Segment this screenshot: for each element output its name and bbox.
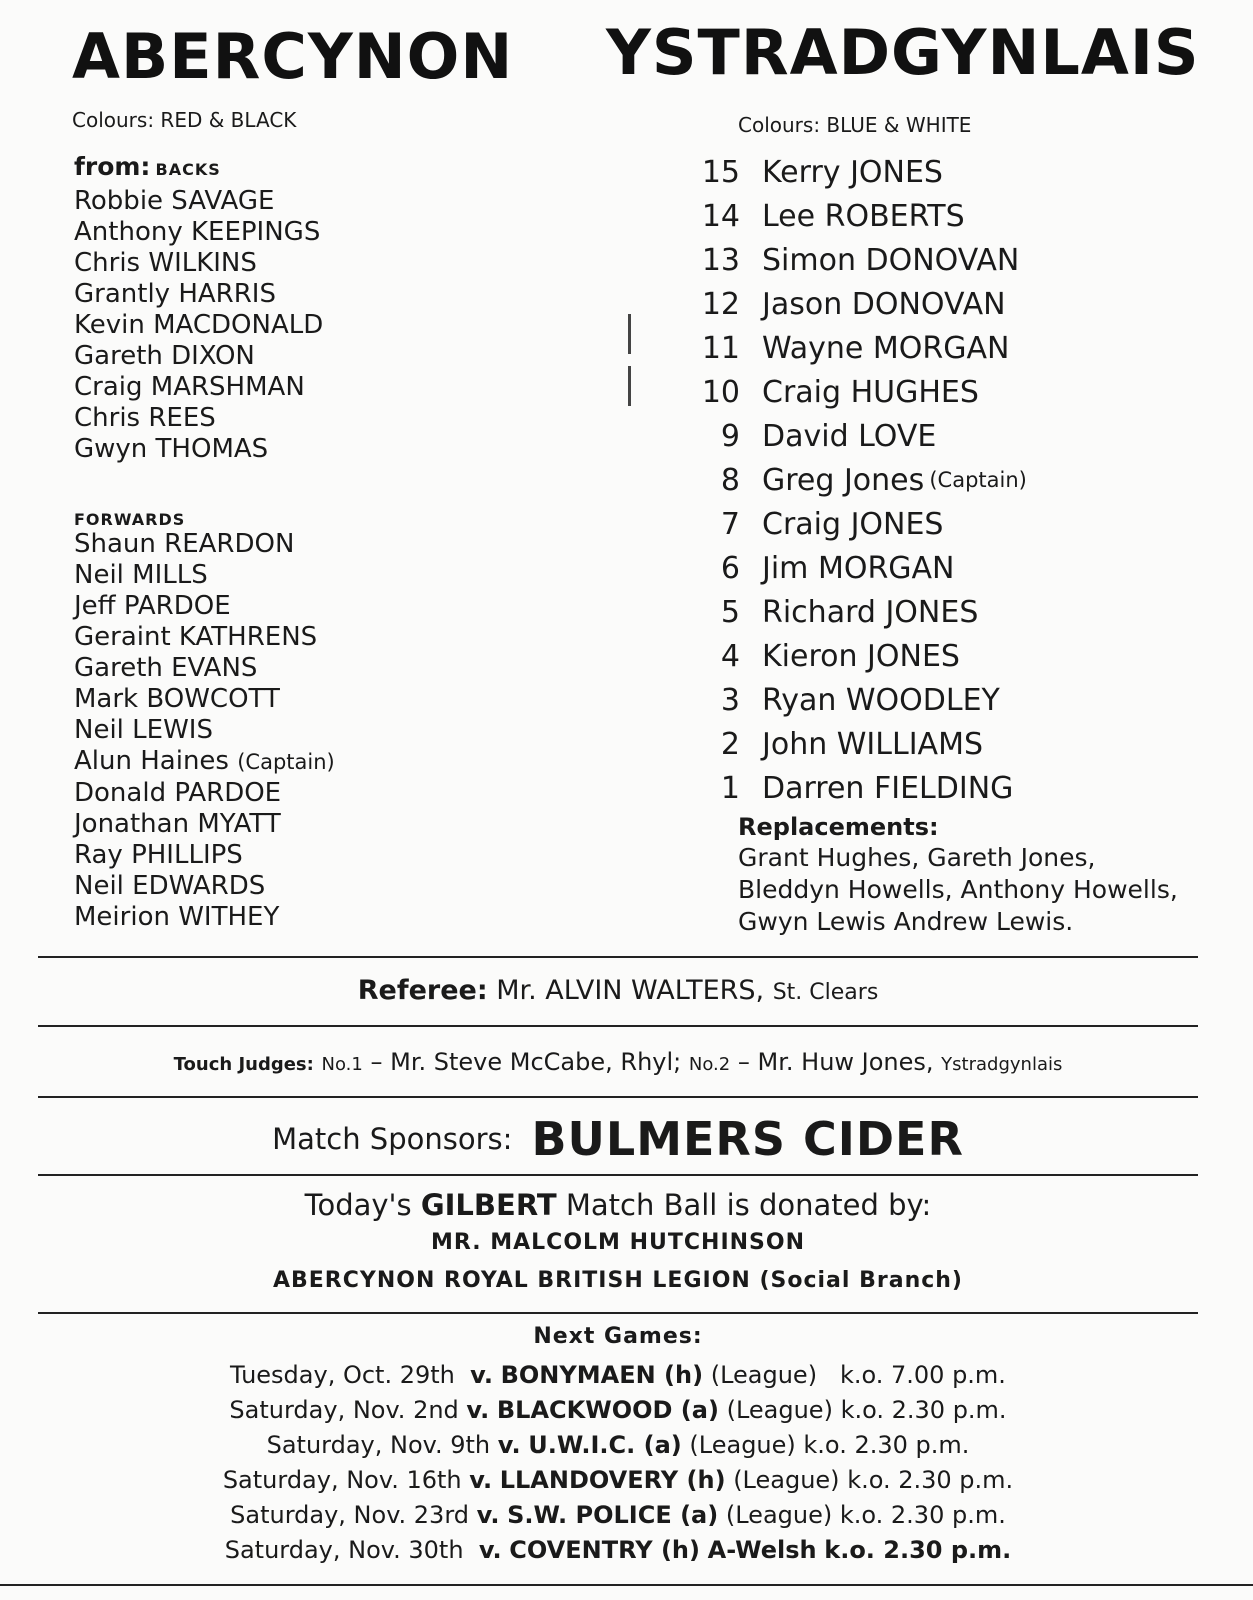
- table-row: [690, 678, 1027, 722]
- away-team-title: YSTRADGYNLAIS: [606, 16, 1200, 89]
- list-item: Jeff PARDOE: [74, 591, 231, 621]
- home-colours: [72, 108, 296, 132]
- no2-name: Mr. Huw Jones,: [757, 1048, 934, 1076]
- game-date: Saturday, Nov. 16th: [222, 1466, 462, 1494]
- jersey-number: 7: [720, 506, 740, 542]
- no1-label: No.1: [321, 1054, 363, 1075]
- game-opponent: U.W.I.C. (a): [528, 1431, 682, 1459]
- player-name: David LOVE: [762, 418, 937, 454]
- divider: [38, 1096, 1198, 1098]
- captain-note: (Captain): [237, 750, 335, 774]
- jersey-number: 9: [720, 418, 740, 454]
- list-item: Jonathan MYATT: [74, 809, 281, 839]
- replacements-label: Replacements:: [738, 813, 939, 841]
- touch-judges-line: [38, 1048, 1198, 1076]
- replacements: [738, 812, 1178, 938]
- game-opponent: BLACKWOOD (a): [496, 1396, 719, 1424]
- game-date: Tuesday, Oct. 29th: [230, 1361, 455, 1389]
- captain-note: (Captain): [929, 468, 1027, 492]
- player-name: Wayne MORGAN: [762, 330, 1010, 366]
- home-backs-list: [74, 186, 323, 465]
- game-comp: (League): [733, 1466, 840, 1494]
- no2-label: No.2: [688, 1054, 731, 1075]
- game-v: v.: [478, 1536, 502, 1564]
- table-row: [690, 194, 1027, 238]
- referee-line: [38, 975, 1198, 1006]
- forwards-label: FORWARDS: [74, 510, 186, 529]
- away-colours: [738, 113, 971, 137]
- game-comp: (League): [725, 1501, 833, 1529]
- jersey-number: 13: [701, 242, 740, 278]
- jersey-number: 6: [720, 550, 740, 586]
- match-ball-line: [38, 1188, 1198, 1222]
- game-comp: (League): [710, 1361, 818, 1389]
- list-item: Geraint KATHRENS: [74, 622, 318, 652]
- donor-2: ABERCYNON ROYAL BRITISH LEGION (Social Branch): [272, 1268, 963, 1293]
- game-ko: k.o. 7.00 p.m.: [839, 1361, 1006, 1389]
- divider: [38, 1312, 1198, 1314]
- player-name: Greg Jones: [762, 462, 925, 498]
- player-name: Lee ROBERTS: [762, 198, 965, 234]
- captain-name: Alun Haines: [74, 746, 229, 776]
- game-v: v.: [497, 1431, 521, 1459]
- jersey-number: 2: [720, 726, 740, 762]
- fold-mark: [628, 366, 631, 406]
- list-item: Anthony KEEPINGS: [74, 217, 321, 247]
- jersey-number: 14: [701, 198, 740, 234]
- jersey-number: 5: [720, 594, 740, 630]
- list-item: Ray PHILLIPS: [74, 840, 243, 870]
- list-item: Mark BOWCOTT: [74, 684, 280, 714]
- table-row: [690, 722, 1027, 766]
- away-colours-value: BLUE & WHITE: [826, 113, 972, 137]
- table-row: [690, 590, 1027, 634]
- player-name: Simon DONOVAN: [762, 242, 1020, 278]
- no1-club: Rhyl;: [620, 1048, 682, 1076]
- player-name: Richard JONES: [762, 594, 979, 630]
- next-games-list: [38, 1358, 1198, 1568]
- no1-name: Mr. Steve McCabe,: [390, 1048, 613, 1076]
- game-opponent: COVENTRY (h): [509, 1536, 700, 1564]
- list-item: Chris WILKINS: [74, 248, 257, 278]
- player-name: Ryan WOODLEY: [762, 682, 1000, 718]
- table-row: [690, 502, 1027, 546]
- player-name: Jason DONOVAN: [762, 286, 1006, 322]
- fold-mark: [628, 314, 631, 354]
- backs-label: BACKS: [155, 160, 221, 179]
- list-item: Neil LEWIS: [74, 715, 213, 745]
- list-item: Craig MARSHMAN: [74, 372, 305, 402]
- jersey-number: 11: [701, 330, 740, 366]
- referee-name: Mr. ALVIN WALTERS,: [496, 975, 765, 1006]
- table-row: [690, 326, 1027, 370]
- game-opponent: S.W. POLICE (a): [507, 1501, 719, 1529]
- player-name: Kieron JONES: [762, 638, 960, 674]
- game-ko: k.o. 2.30 p.m.: [840, 1396, 1007, 1424]
- jersey-number: 10: [701, 374, 740, 410]
- sponsor-line: [38, 1112, 1198, 1166]
- table-row: [690, 546, 1027, 590]
- list-item: Donald PARDOE: [74, 778, 282, 808]
- game-ko: k.o. 2.30 p.m.: [803, 1431, 970, 1459]
- table-row: [690, 282, 1027, 326]
- list-item: [38, 1498, 1198, 1533]
- player-name: Craig HUGHES: [762, 374, 979, 410]
- jersey-number: 12: [701, 286, 740, 322]
- list-item: Chris REES: [74, 403, 216, 433]
- game-v: v.: [466, 1396, 490, 1424]
- home-backs-heading: [74, 152, 221, 181]
- jersey-number: 1: [720, 770, 740, 806]
- list-item: [38, 1463, 1198, 1498]
- list-item: Gwyn THOMAS: [74, 434, 269, 464]
- game-ko: k.o. 2.30 p.m.: [839, 1501, 1006, 1529]
- ball-brand: GILBERT: [420, 1188, 557, 1222]
- table-row: [690, 766, 1027, 810]
- table-row: [690, 370, 1027, 414]
- away-roster: [690, 150, 1027, 810]
- list-item: Meirion WITHEY: [74, 902, 280, 932]
- jersey-number: 3: [720, 682, 740, 718]
- list-item: [74, 746, 335, 778]
- table-row: [690, 414, 1027, 458]
- table-row: [690, 238, 1027, 282]
- game-comp: (League): [726, 1396, 833, 1424]
- player-name: Craig JONES: [762, 506, 944, 542]
- donor-1: MR. MALCOLM HUTCHINSON: [430, 1230, 805, 1255]
- away-colours-label: Colours:: [738, 113, 821, 137]
- from-label: from:: [74, 152, 151, 181]
- sponsor-label: Match Sponsors:: [272, 1122, 513, 1156]
- replacements-line: Bleddyn Howells, Anthony Howells,: [738, 875, 1178, 904]
- game-ko: k.o. 2.30 p.m.: [847, 1466, 1014, 1494]
- home-forwards-list: [74, 529, 335, 933]
- dash: –: [370, 1048, 383, 1076]
- table-row: [690, 150, 1027, 194]
- game-comp: A-Welsh: [707, 1536, 817, 1564]
- table-row: [690, 634, 1027, 678]
- jersey-number: 4: [720, 638, 740, 674]
- referee-label: Referee:: [357, 975, 488, 1006]
- ball-post: Match Ball is donated by:: [565, 1188, 932, 1222]
- no2-club: Ystradgynlais: [941, 1054, 1063, 1075]
- list-item: Shaun REARDON: [74, 529, 295, 559]
- home-team-title: ABERCYNON: [72, 20, 514, 93]
- player-name: Kerry JONES: [762, 154, 943, 190]
- bottom-rule: [0, 1584, 1253, 1586]
- jersey-number: 8: [720, 462, 740, 498]
- divider: [38, 1025, 1198, 1027]
- dash: –: [737, 1048, 750, 1076]
- game-v: v.: [476, 1501, 500, 1529]
- home-colours-value: RED & BLACK: [160, 108, 297, 132]
- player-name: John WILLIAMS: [762, 726, 984, 762]
- next-games-title: Next Games:: [533, 1324, 703, 1349]
- game-date: Saturday, Nov. 2nd: [229, 1396, 459, 1424]
- list-item: [38, 1358, 1198, 1393]
- home-colours-label: Colours:: [72, 108, 155, 132]
- list-item: Gareth DIXON: [74, 341, 255, 371]
- list-item: Robbie SAVAGE: [74, 186, 275, 216]
- game-v: v.: [470, 1361, 493, 1389]
- ball-pre: Today's: [304, 1188, 412, 1222]
- game-v: v.: [469, 1466, 493, 1494]
- game-opponent: BONYMAEN (h): [500, 1361, 704, 1389]
- divider: [38, 1174, 1198, 1176]
- jersey-number: 15: [701, 154, 740, 190]
- referee-club: St. Clears: [772, 980, 879, 1005]
- list-item: Kevin MACDONALD: [74, 310, 324, 340]
- game-date: Saturday, Nov. 30th: [224, 1536, 464, 1564]
- game-date: Saturday, Nov. 9th: [266, 1431, 491, 1459]
- table-row: [690, 458, 1027, 502]
- player-name: Jim MORGAN: [762, 550, 955, 586]
- list-item: [38, 1393, 1198, 1428]
- list-item: Neil EDWARDS: [74, 871, 266, 901]
- list-item: Gareth EVANS: [74, 653, 258, 683]
- list-item: [38, 1428, 1198, 1463]
- sponsor-name: BULMERS CIDER: [531, 1112, 964, 1166]
- touch-judges-label: Touch Judges:: [173, 1054, 314, 1075]
- list-item: [38, 1533, 1198, 1568]
- replacements-line: Grant Hughes, Gareth Jones,: [738, 843, 1096, 872]
- game-date: Saturday, Nov. 23rd: [230, 1501, 470, 1529]
- game-comp: (League): [689, 1431, 796, 1459]
- list-item: Neil MILLS: [74, 560, 208, 590]
- divider: [38, 956, 1198, 958]
- list-item: Grantly HARRIS: [74, 279, 276, 309]
- game-opponent: LLANDOVERY (h): [499, 1466, 726, 1494]
- replacements-line: Gwyn Lewis Andrew Lewis.: [738, 907, 1074, 936]
- game-ko: k.o. 2.30 p.m.: [824, 1536, 1012, 1564]
- player-name: Darren FIELDING: [762, 770, 1014, 806]
